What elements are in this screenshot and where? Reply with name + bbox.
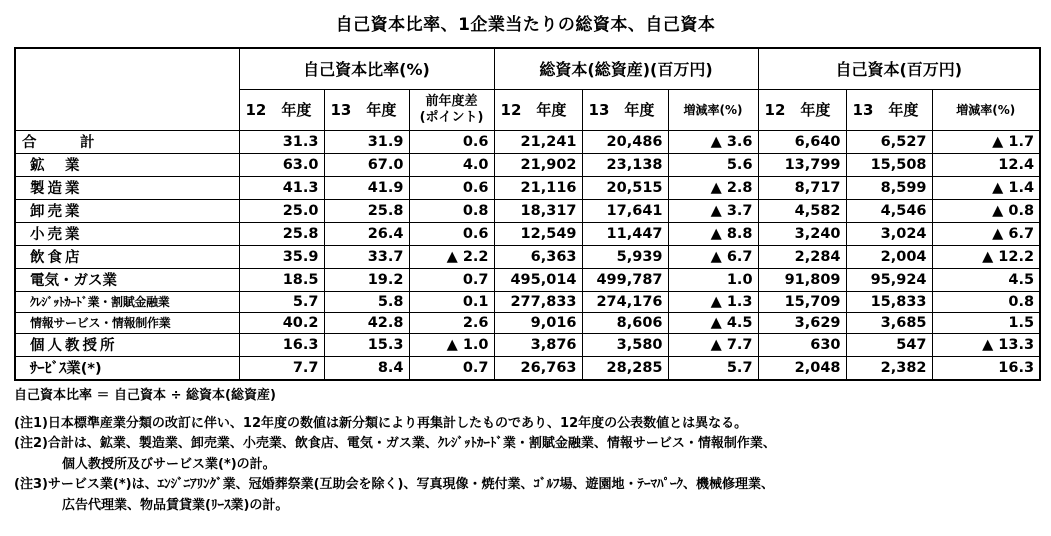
cell-equity-rate: 4.5 — [932, 268, 1040, 291]
table-row — [15, 176, 1040, 199]
cell-assets-rate: ▲ 6.7 — [668, 245, 758, 268]
cell-ratio-diff: ▲ 1.0 — [409, 333, 494, 356]
cell-ratio-13: 15.3 — [324, 333, 409, 356]
cell-ratio-diff: ▲ 2.2 — [409, 245, 494, 268]
cell-equity-13: 15,833 — [846, 291, 932, 312]
row-label: 小売業 — [15, 222, 239, 245]
row-label: 鉱 業 — [15, 153, 239, 176]
cell-ratio-12: 63.0 — [239, 153, 324, 176]
cell-ratio-12: 25.0 — [239, 199, 324, 222]
cell-equity-12: 2,048 — [758, 356, 846, 380]
cell-assets-rate: ▲ 4.5 — [668, 312, 758, 333]
cell-equity-12: 3,629 — [758, 312, 846, 333]
note-2-line-1: (注2)合計は、鉱業、製造業、卸売業、小売業、飲食店、電気・ガス業、ｸﾚｼﾞｯﾄｶｰﾄﾞ業・割賦金融業、情報サービス・情報制作業、 — [14, 436, 776, 451]
header-year-13: 13 年度 — [846, 89, 932, 130]
cell-ratio-13: 33.7 — [324, 245, 409, 268]
notes-section — [14, 386, 1039, 516]
note-1: (注1)日本標準産業分類の改訂に伴い、12年度の数値は新分類により再集計したものであり、12年度の公表数値とは異なる。 — [14, 415, 748, 431]
cell-equity-13: 8,599 — [846, 176, 932, 199]
cell-equity-12: 91,809 — [758, 268, 846, 291]
cell-equity-13: 3,024 — [846, 222, 932, 245]
cell-ratio-13: 19.2 — [324, 268, 409, 291]
table-row — [15, 130, 1040, 153]
cell-equity-13: 2,382 — [846, 356, 932, 380]
cell-ratio-diff: 0.6 — [409, 176, 494, 199]
header-year-13: 13 年度 — [324, 89, 409, 130]
row-label: 電気・ガス業 — [15, 268, 239, 291]
row-label: ｸﾚｼﾞｯﾄｶｰﾄﾞ業・割賦金融業 — [15, 291, 239, 312]
cell-ratio-12: 5.7 — [239, 291, 324, 312]
note-2-line-2: 個人教授所及びサービス業(*)の計。 — [62, 456, 276, 472]
row-label: 情報サービス・情報制作業 — [15, 312, 239, 333]
cell-assets-12: 12,549 — [494, 222, 582, 245]
row-label: 製造業 — [15, 176, 239, 199]
cell-ratio-13: 31.9 — [324, 130, 409, 153]
cell-equity-rate: ▲ 12.2 — [932, 245, 1040, 268]
cell-equity-13: 6,527 — [846, 130, 932, 153]
cell-equity-12: 6,640 — [758, 130, 846, 153]
cell-equity-rate: 16.3 — [932, 356, 1040, 380]
row-label: 個人教授所 — [15, 333, 239, 356]
cell-equity-13: 2,004 — [846, 245, 932, 268]
table-row — [15, 356, 1040, 380]
cell-ratio-12: 31.3 — [239, 130, 324, 153]
header-equity: 自己資本(百万円) — [758, 48, 1040, 89]
page-title: 自己資本比率、1企業当たりの総資本、自己資本 — [335, 15, 716, 35]
row-label: ｻｰﾋﾞｽ業(*) — [15, 356, 239, 380]
header-year-12: 12 年度 — [239, 89, 324, 130]
cell-equity-rate: ▲ 1.7 — [932, 130, 1040, 153]
cell-equity-12: 8,717 — [758, 176, 846, 199]
cell-equity-rate: ▲ 1.4 — [932, 176, 1040, 199]
header-blank — [15, 48, 239, 130]
cell-equity-12: 4,582 — [758, 199, 846, 222]
note-3-line-2: 広告代理業、物品賃貸業(ﾘｰｽ業)の計。 — [62, 497, 289, 513]
cell-assets-rate: ▲ 1.3 — [668, 291, 758, 312]
table-row — [15, 268, 1040, 291]
header-equity-ratio: 自己資本比率(%) — [239, 48, 494, 89]
cell-assets-13: 17,641 — [582, 199, 668, 222]
cell-equity-13: 3,685 — [846, 312, 932, 333]
cell-assets-rate: 1.0 — [668, 268, 758, 291]
cell-ratio-diff: 4.0 — [409, 153, 494, 176]
table-row — [15, 153, 1040, 176]
row-label: 合 計 — [15, 130, 239, 153]
cell-assets-12: 26,763 — [494, 356, 582, 380]
header-year-12: 12 年度 — [494, 89, 582, 130]
cell-ratio-13: 25.8 — [324, 199, 409, 222]
cell-ratio-diff: 0.7 — [409, 268, 494, 291]
cell-equity-12: 630 — [758, 333, 846, 356]
formula-note: 自己資本比率 ＝ 自己資本 ÷ 総資本(総資産) — [14, 388, 276, 403]
cell-assets-12: 6,363 — [494, 245, 582, 268]
cell-assets-12: 21,241 — [494, 130, 582, 153]
table-row — [15, 291, 1040, 312]
row-label: 卸売業 — [15, 199, 239, 222]
cell-equity-13: 15,508 — [846, 153, 932, 176]
cell-ratio-12: 16.3 — [239, 333, 324, 356]
cell-assets-13: 28,285 — [582, 356, 668, 380]
header-year-13: 13 年度 — [582, 89, 668, 130]
cell-equity-12: 2,284 — [758, 245, 846, 268]
cell-ratio-13: 41.9 — [324, 176, 409, 199]
cell-assets-12: 18,317 — [494, 199, 582, 222]
table-row — [15, 245, 1040, 268]
cell-equity-12: 13,799 — [758, 153, 846, 176]
cell-assets-rate: ▲ 7.7 — [668, 333, 758, 356]
row-label: 飲食店 — [15, 245, 239, 268]
cell-assets-13: 23,138 — [582, 153, 668, 176]
cell-ratio-13: 26.4 — [324, 222, 409, 245]
cell-ratio-diff: 0.8 — [409, 199, 494, 222]
table-row — [15, 312, 1040, 333]
cell-ratio-12: 18.5 — [239, 268, 324, 291]
cell-assets-rate: ▲ 8.8 — [668, 222, 758, 245]
cell-ratio-13: 8.4 — [324, 356, 409, 380]
cell-assets-rate: ▲ 3.7 — [668, 199, 758, 222]
cell-ratio-diff: 2.6 — [409, 312, 494, 333]
cell-equity-rate: ▲ 0.8 — [932, 199, 1040, 222]
cell-equity-rate: ▲ 13.3 — [932, 333, 1040, 356]
cell-equity-13: 547 — [846, 333, 932, 356]
header-rate: 増減率(%) — [932, 89, 1040, 130]
cell-ratio-12: 35.9 — [239, 245, 324, 268]
cell-assets-13: 20,515 — [582, 176, 668, 199]
cell-assets-13: 11,447 — [582, 222, 668, 245]
cell-ratio-12: 7.7 — [239, 356, 324, 380]
cell-assets-13: 3,580 — [582, 333, 668, 356]
cell-assets-rate: ▲ 3.6 — [668, 130, 758, 153]
cell-assets-12: 3,876 — [494, 333, 582, 356]
cell-ratio-12: 41.3 — [239, 176, 324, 199]
cell-assets-12: 21,116 — [494, 176, 582, 199]
table-row — [15, 222, 1040, 245]
note-3-line-1: (注3)サービス業(*)は、ｴﾝｼﾞﾆｱﾘﾝｸﾞ業、冠婚葬祭業(互助会を除く)、写真現像・焼付業、ｺﾞﾙﾌ場、遊園地・ﾃｰﾏﾊﾟｰｸ、機械修理業、 — [14, 477, 774, 492]
header-diff-line1: 前年度差 — [425, 93, 478, 109]
cell-equity-12: 15,709 — [758, 291, 846, 312]
header-diff-line2: (ポイント) — [419, 109, 484, 125]
cell-ratio-12: 40.2 — [239, 312, 324, 333]
cell-equity-rate: 0.8 — [932, 291, 1040, 312]
cell-equity-13: 95,924 — [846, 268, 932, 291]
cell-assets-13: 20,486 — [582, 130, 668, 153]
cell-assets-12: 495,014 — [494, 268, 582, 291]
cell-ratio-13: 5.8 — [324, 291, 409, 312]
cell-ratio-13: 42.8 — [324, 312, 409, 333]
cell-ratio-diff: 0.7 — [409, 356, 494, 380]
cell-assets-12: 9,016 — [494, 312, 582, 333]
cell-assets-12: 277,833 — [494, 291, 582, 312]
cell-ratio-diff: 0.6 — [409, 222, 494, 245]
cell-assets-rate: ▲ 2.8 — [668, 176, 758, 199]
cell-ratio-diff: 0.6 — [409, 130, 494, 153]
cell-equity-rate: 1.5 — [932, 312, 1040, 333]
table-row — [15, 333, 1040, 356]
cell-assets-rate: 5.7 — [668, 356, 758, 380]
cell-assets-13: 5,939 — [582, 245, 668, 268]
cell-ratio-diff: 0.1 — [409, 291, 494, 312]
table-row — [15, 199, 1040, 222]
cell-ratio-12: 25.8 — [239, 222, 324, 245]
cell-equity-rate: ▲ 6.7 — [932, 222, 1040, 245]
header-rate: 増減率(%) — [668, 89, 758, 130]
header-total-assets: 総資本(総資産)(百万円) — [494, 48, 758, 89]
data-table — [14, 47, 1041, 381]
header-diff — [409, 89, 494, 130]
cell-assets-rate: 5.6 — [668, 153, 758, 176]
cell-assets-12: 21,902 — [494, 153, 582, 176]
header-year-12: 12 年度 — [758, 89, 846, 130]
cell-assets-13: 499,787 — [582, 268, 668, 291]
cell-equity-12: 3,240 — [758, 222, 846, 245]
cell-equity-13: 4,546 — [846, 199, 932, 222]
cell-equity-rate: 12.4 — [932, 153, 1040, 176]
cell-assets-13: 8,606 — [582, 312, 668, 333]
cell-ratio-13: 67.0 — [324, 153, 409, 176]
cell-assets-13: 274,176 — [582, 291, 668, 312]
